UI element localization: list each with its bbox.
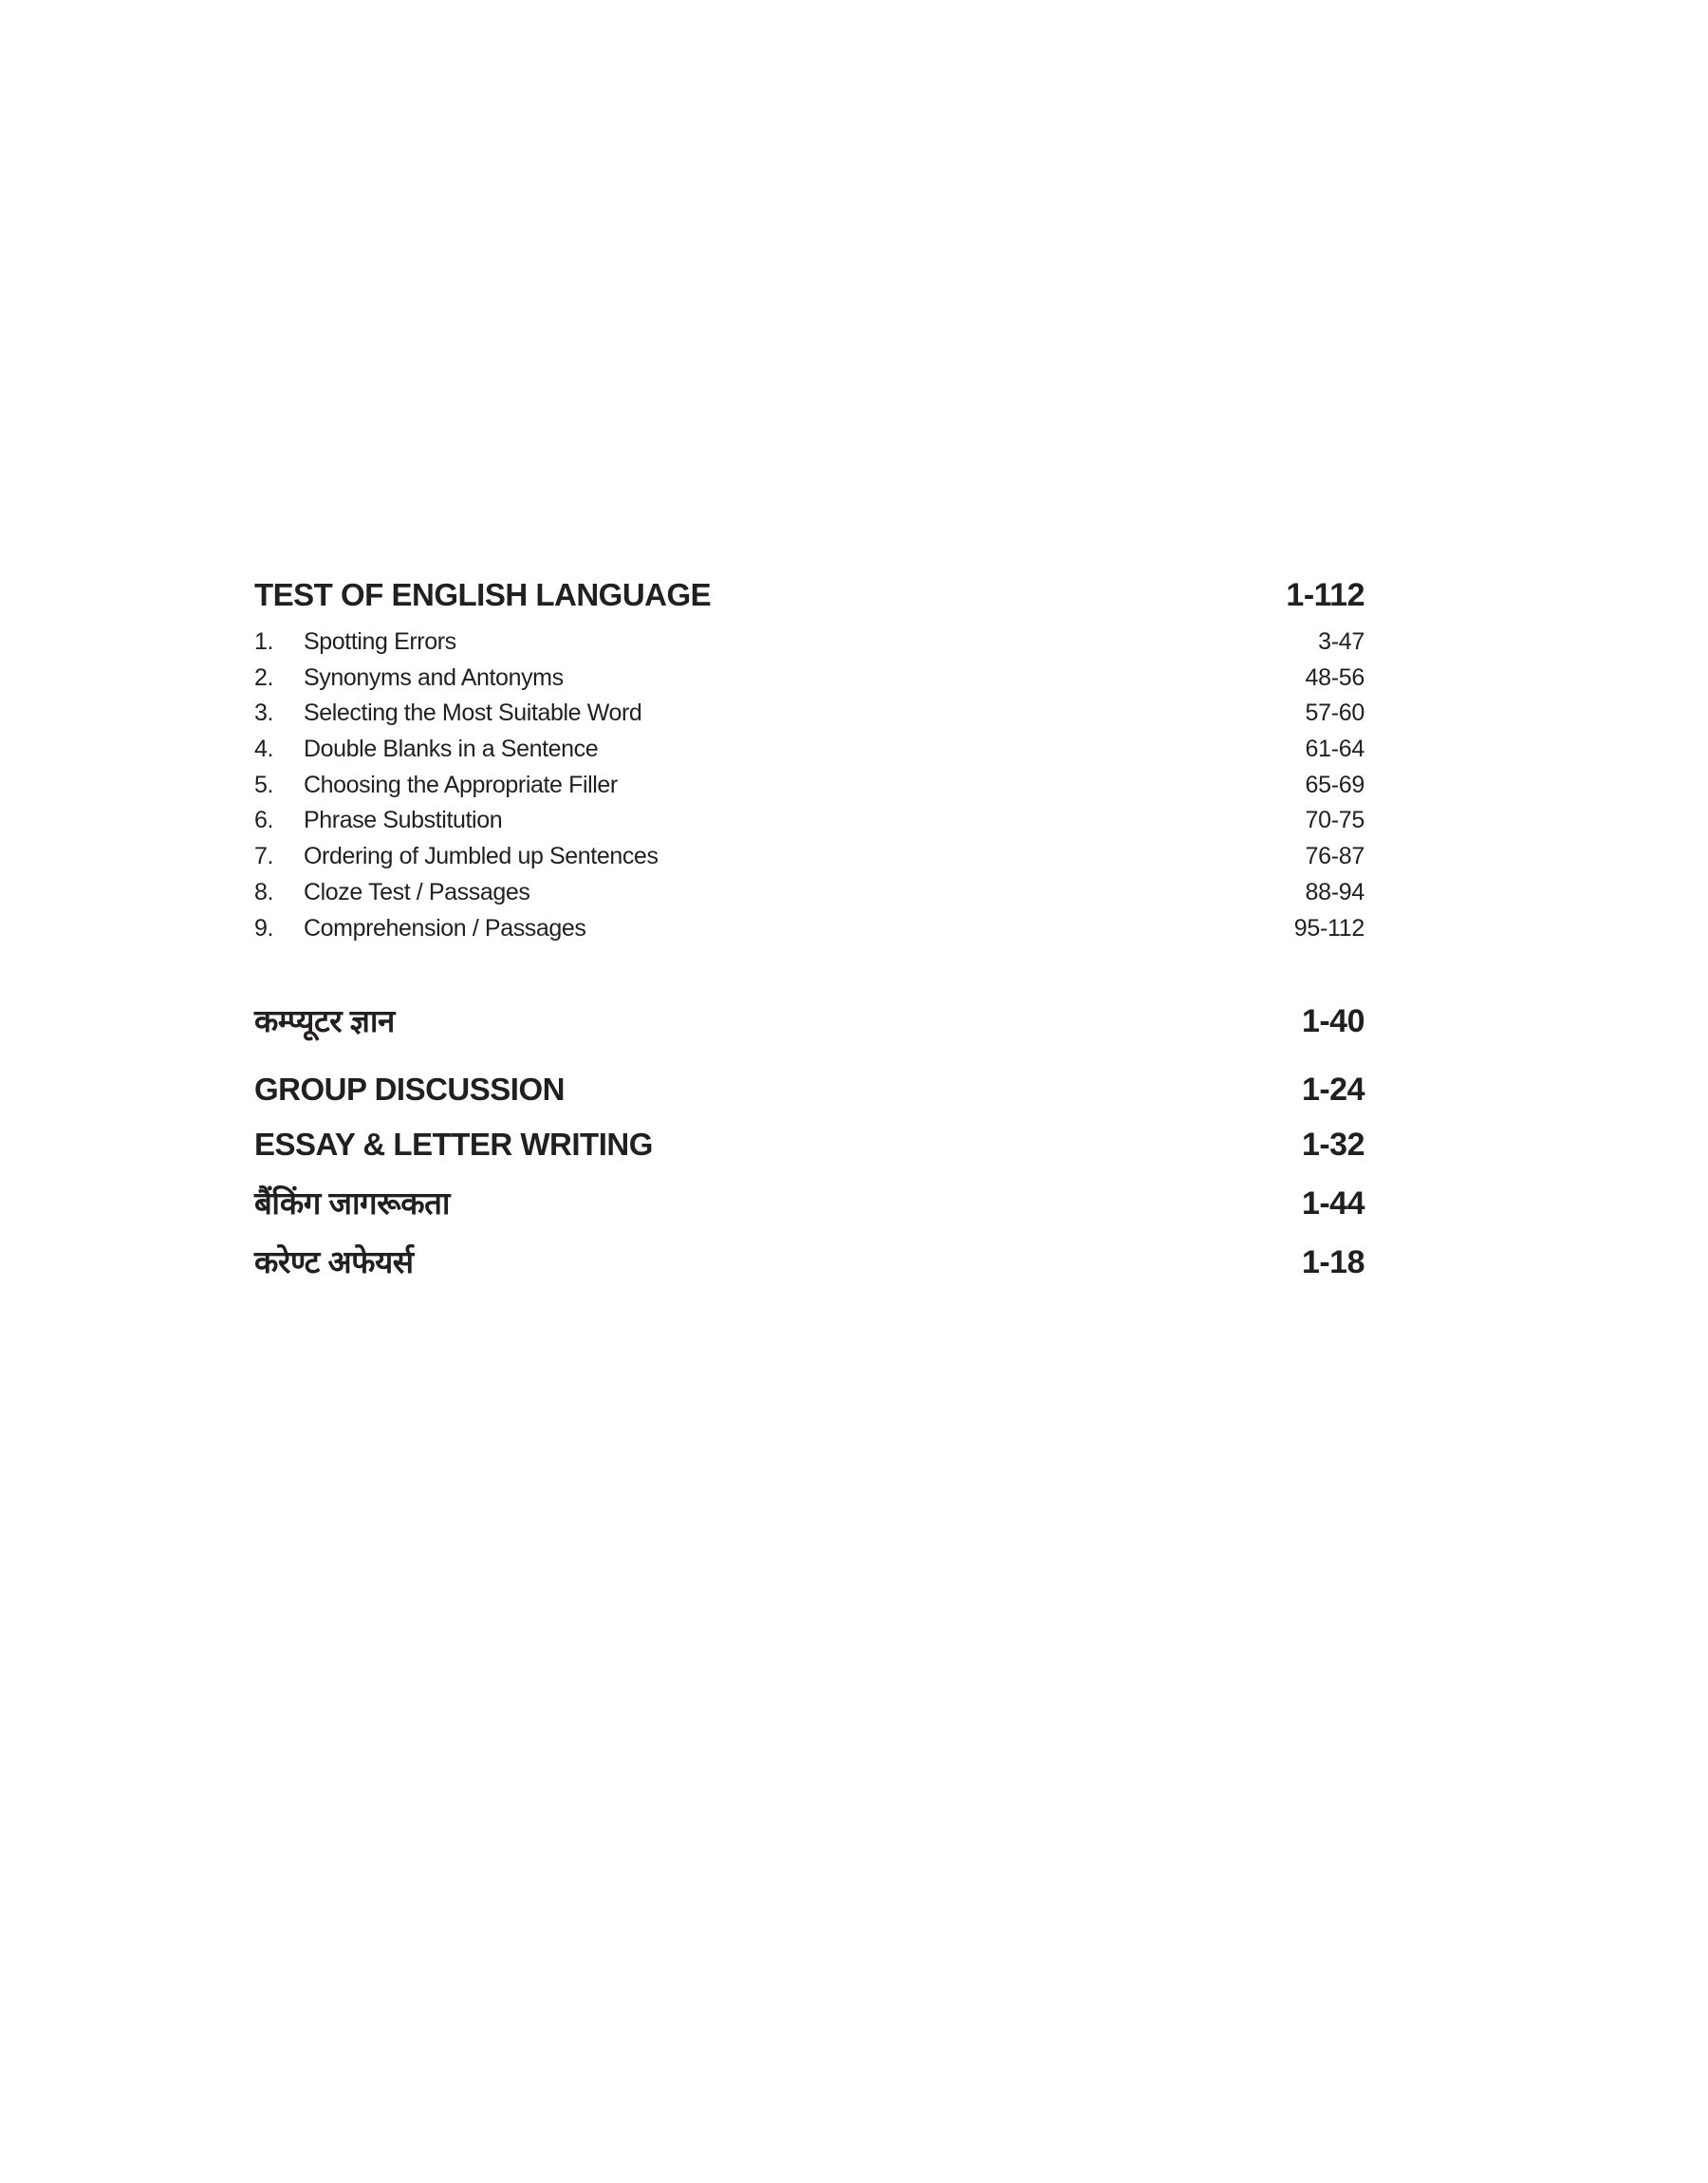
item-pages: 48-56 — [1305, 663, 1365, 691]
item-number: 8. — [254, 878, 274, 905]
item-pages: 61-64 — [1305, 736, 1365, 763]
item-label: Ordering of Jumbled up Sentences — [304, 843, 659, 870]
item-number: 7. — [254, 843, 274, 870]
item-label: Choosing the Appropriate Filler — [304, 771, 618, 798]
item-label: Comprehension / Passages — [304, 914, 586, 942]
item-number: 4. — [254, 736, 274, 763]
toc-item — [254, 696, 1365, 732]
item-number: 9. — [254, 914, 274, 942]
item-label: Phrase Substitution — [304, 807, 503, 834]
toc-section-english — [254, 577, 1365, 625]
item-pages: 88-94 — [1305, 878, 1365, 905]
section-pages: 1-44 — [1301, 1185, 1365, 1222]
toc-section-current-affairs — [254, 1229, 1365, 1296]
toc-section-banking — [254, 1170, 1365, 1237]
toc-item — [254, 911, 1365, 947]
item-label: Double Blanks in a Sentence — [304, 736, 599, 763]
toc-item — [254, 803, 1365, 839]
item-pages: 57-60 — [1305, 700, 1365, 727]
item-number: 2. — [254, 663, 274, 691]
item-label: Spotting Errors — [304, 628, 456, 655]
section-title: बैंकिंग जागरूकता — [254, 1185, 450, 1222]
toc-item — [254, 625, 1365, 661]
item-label: Cloze Test / Passages — [304, 878, 530, 905]
item-label: Synonyms and Antonyms — [304, 663, 564, 691]
section-pages: 1-24 — [1301, 1072, 1365, 1109]
toc-section-essay — [254, 1111, 1365, 1178]
section-pages: 1-40 — [1301, 1003, 1365, 1040]
section-pages: 1-112 — [1286, 577, 1365, 613]
item-pages: 65-69 — [1305, 771, 1365, 798]
toc-item — [254, 768, 1365, 804]
toc-item — [254, 661, 1365, 697]
section-title: TEST OF ENGLISH LANGUAGE — [254, 577, 712, 612]
table-of-contents — [254, 577, 1365, 1296]
toc-item — [254, 732, 1365, 768]
item-number: 5. — [254, 771, 274, 798]
item-label: Selecting the Most Suitable Word — [304, 700, 642, 727]
section-title: कम्प्यूटर ज्ञान — [254, 1003, 395, 1039]
item-pages: 70-75 — [1305, 807, 1365, 834]
item-pages: 76-87 — [1305, 843, 1365, 870]
toc-item — [254, 839, 1365, 875]
section-title: ESSAY & LETTER WRITING — [254, 1127, 653, 1163]
section-title: करेण्ट अफेयर्स — [254, 1244, 414, 1280]
item-number: 1. — [254, 628, 274, 655]
item-number: 3. — [254, 700, 274, 727]
section-pages: 1-32 — [1301, 1127, 1365, 1164]
item-pages: 3-47 — [1318, 628, 1365, 655]
section-pages: 1-18 — [1301, 1244, 1365, 1281]
toc-item — [254, 875, 1365, 911]
toc-section-computer — [254, 988, 1365, 1054]
item-pages: 95-112 — [1293, 914, 1365, 942]
item-number: 6. — [254, 807, 274, 834]
section-title: GROUP DISCUSSION — [254, 1072, 565, 1108]
